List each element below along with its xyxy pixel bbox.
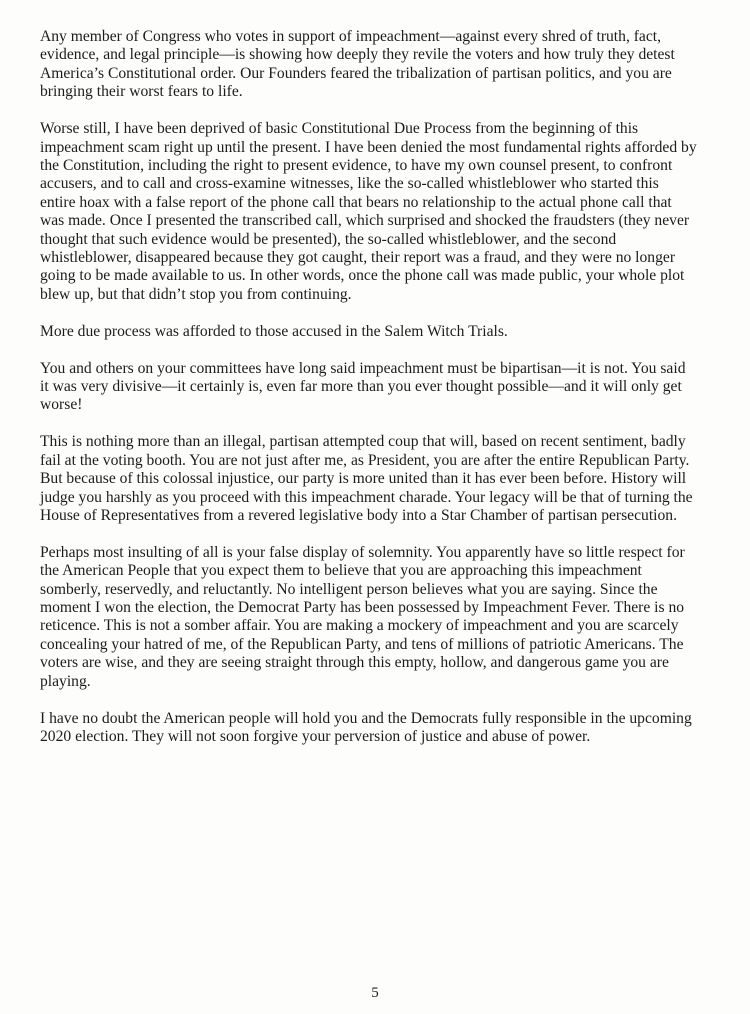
page-number: 5 (371, 985, 379, 1001)
paragraph-3: More due process was afforded to those accused in the Salem Witch Trials. (40, 322, 508, 340)
paragraph-5: This is nothing more than an illegal, partisan attempted coup that will, based on recent sentiment, badly fail at the voting booth. You are not just after me, as President, you are after the entire Republican Party. But because of this colossal injustice, our party is more united than it has ever been before. History will judge you harshly as you proceed with this impeachment charade. Your legacy will be that of turning the House of Representatives from a revered legislative body into a Star Chamber of partisan persecution. (40, 433, 693, 524)
paragraph-1: Any member of Congress who votes in support of impeachment—against every shred of truth, fact, evidence, and legal principle—is showing how deeply they revile the voters and how truly they detest America’s Constitutional order. Our Founders feared the tribalization of partisan politics, and you are bringing their worst fears to life. (40, 28, 675, 101)
paragraph-7: I have no doubt the American people will hold you and the Democrats fully responsible in the upcoming 2020 election. They will not soon forgive your perversion of justice and abuse of power. (40, 709, 692, 745)
paragraph-6: Perhaps most insulting of all is your false display of solemnity. You apparently have so little respect for the American People that you expect them to believe that you are approaching this impeachment somberly, reservedly, and reluctantly. No intelligent person believes what you are saying. Since the moment I won the election, the Democrat Party has been possessed by Impeachment Fever. There is no reticence. This is not a somber affair. You are making a mockery of impeachment and you are scarcely concealing your hatred of me, of the Republican Party, and tens of millions of patriotic Americans. The voters are wise, and they are seeing straight through this empty, hollow, and dangerous game you are playing. (40, 543, 685, 690)
paragraph-2: Worse still, I have been deprived of basic Constitutional Due Process from the beginning of this impeachment scam right up until the present. I have been denied the most fundamental rights afforded by the Constitution, including the right to present evidence, to have my own counsel present, to confront accusers, and to call and cross-examine witnesses, like the so-called whistleblower who started this entire hoax with a false report of the phone call that bears no relationship to the actual phone call that was made. Once I presented the transcribed call, which surprised and shocked the fraudsters (they never thought that such evidence would be presented), the so-called whistleblower, and the second whistleblower, disappeared because they got caught, their report was a fraud, and they were no longer going to be made available to us. In other words, once the phone call was made public, your whole plot blew up, but that didn’t stop you from continuing. (40, 120, 697, 303)
paragraph-4: You and others on your committees have long said impeachment must be bipartisan—it is not. You said it was very divisive—it certainly is, even far more than you ever thought possible—and it will only get worse! (40, 359, 686, 414)
